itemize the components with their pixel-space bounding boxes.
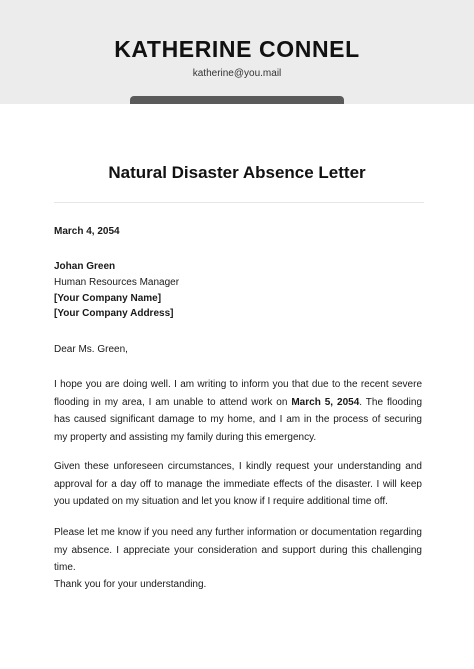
paragraph-1-text-end: . The flooding has caused significant damage to my home, and I am in the process of securing my property and assisting my family during this emergency. <box>54 396 422 443</box>
absence-date: March 5, 2054 <box>291 396 360 408</box>
sender-email: katherine@you.mail <box>192 68 282 79</box>
salutation: Dear Ms. Green, <box>54 344 128 355</box>
body-paragraph-3: Please let me know if you need any further information or documentation regarding my absence. I appreciate your consideration and support during this challenging time. <box>54 527 422 573</box>
paragraph-1-text-start: I hope you are doing well. I am writing to inform you that due to the recent severe flooding in my area, I am unable to attend work on <box>54 379 422 408</box>
letterhead-accent-bar <box>130 96 344 104</box>
body-paragraph-1 <box>54 376 422 446</box>
recipient-name: Johan Green <box>54 261 116 272</box>
body-paragraph-2: Given these unforeseen circumstances, I kindly request your understanding and approval for a day off to manage the immediate effects of the disaster. I will keep you updated on my situation and let you know if I require additional time off. <box>54 461 422 507</box>
recipient-address: [Your Company Address] <box>54 308 174 319</box>
title-divider <box>54 202 424 203</box>
letter-title: Natural Disaster Absence Letter <box>108 163 366 182</box>
recipient-position: Human Resources Manager <box>54 277 180 288</box>
closing-line: Thank you for your understanding. <box>54 579 207 590</box>
letter-date: March 4, 2054 <box>54 226 120 237</box>
letterhead <box>0 0 474 104</box>
sender-name: KATHERINE CONNEL <box>114 36 360 62</box>
recipient-company: [Your Company Name] <box>54 293 162 304</box>
